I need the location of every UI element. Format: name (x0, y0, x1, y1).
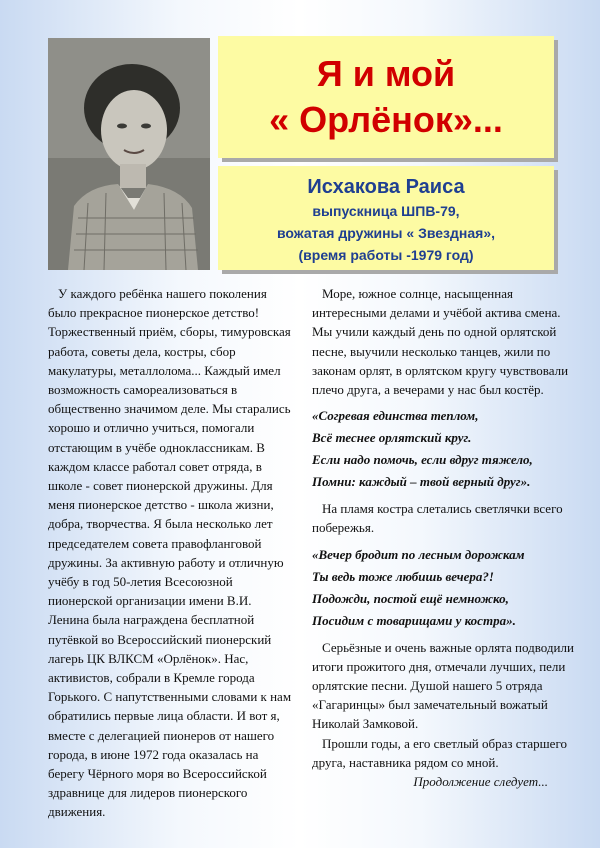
portrait-photo (48, 38, 210, 270)
author-name: Исхакова Раиса (307, 176, 465, 198)
poem-1-line: Всё теснее орлятский круг. (312, 430, 472, 446)
poem-2-line: Ты ведь тоже любишь вечера?! (312, 568, 494, 584)
title-line-1: Я и мой (316, 53, 456, 94)
right-paragraph-1: Море, южное солнце, насыщенная интересными делами и учёбой актива смена. Мы учили каждый день по одной орлятской песне, выучили несколько танцев, жили по законам орлят, в орлятском кругу чувствовали плечо друга, а вечерами у нас был костёр. (312, 286, 569, 398)
right-paragraph-2: На пламя костра слетались светлячки всего побережья. (312, 501, 563, 536)
poem-1-line: «Согревая единства теплом, (312, 408, 479, 424)
right-column (312, 284, 574, 791)
left-paragraph: У каждого ребёнка нашего поколения было прекрасное пионерское детство! Торжественный приём, сборы, тимуровская работа, советы дела, костры, сбор макулатуры, металлолома... Каждый имел возможность самореализоваться в общественно значимом деле. Мы старались хорошо и отлично учиться, помогали отстающим в учёбе одноклассникам. В каждом классе работал совет отряда, в школе - совет пионерской дружины. Для меня пионерское детство - школа жизни, добра, творчества. Я была несколько лет председателем совета правофланговой дружины. За активную работу и отличную учёбу в год 50-летия Всесоюзной пионерской организации имени В.И. Ленина была награждена бесплатной путёвкой во Всероссийский пионерский лагерь ЦК ВЛКСМ «Орлёнок». Нас, активистов, собрали в Кремле города Горького. С напутственными словами к нам обратились первые лица области. И вот я, вместе с делегацией пионеров от нашего города, в июне 1972 года оказалась на берегу Чёрного моря во Всероссийской здравнице для лидеров пионерского движения. (48, 286, 292, 820)
poem-2-line: Посидим с товарищами у костра». (312, 612, 516, 628)
poem-1 (312, 405, 574, 493)
title-line-2: « Орлёнок»... (269, 99, 503, 140)
left-column (48, 284, 292, 822)
poem-2-line: «Вечер бродит по лесным дорожкам (312, 546, 525, 562)
author-period: (время работы -1979 год) (298, 247, 474, 263)
poem-2-line: Подожди, постой ещё немножко, (312, 590, 509, 606)
author-role-1: выпускница ШПВ-79, (312, 203, 460, 219)
poem-1-line: Помни: каждый – твой верный друг». (312, 474, 531, 490)
author-role-2: вожатая дружины « Звездная», (276, 225, 495, 241)
title-box (218, 36, 554, 158)
right-paragraph-3: Серьёзные и очень важные орлята подводили итоги прожитого дня, отмечали лучших, пели орлятские песни. Душой нашего 5 отряда «Гагаринцы» был замечательный вожатый Николай Замковой. (312, 639, 574, 732)
poem-2 (312, 544, 574, 632)
continued-note: Продолжение следует... (413, 774, 548, 790)
poem-1-line: Если надо помочь, если вдруг тяжело, (312, 452, 533, 468)
author-box (218, 166, 554, 270)
right-paragraph-4: Прошли годы, а его светлый образ старшего друга, наставника рядом со мной. (312, 735, 567, 770)
